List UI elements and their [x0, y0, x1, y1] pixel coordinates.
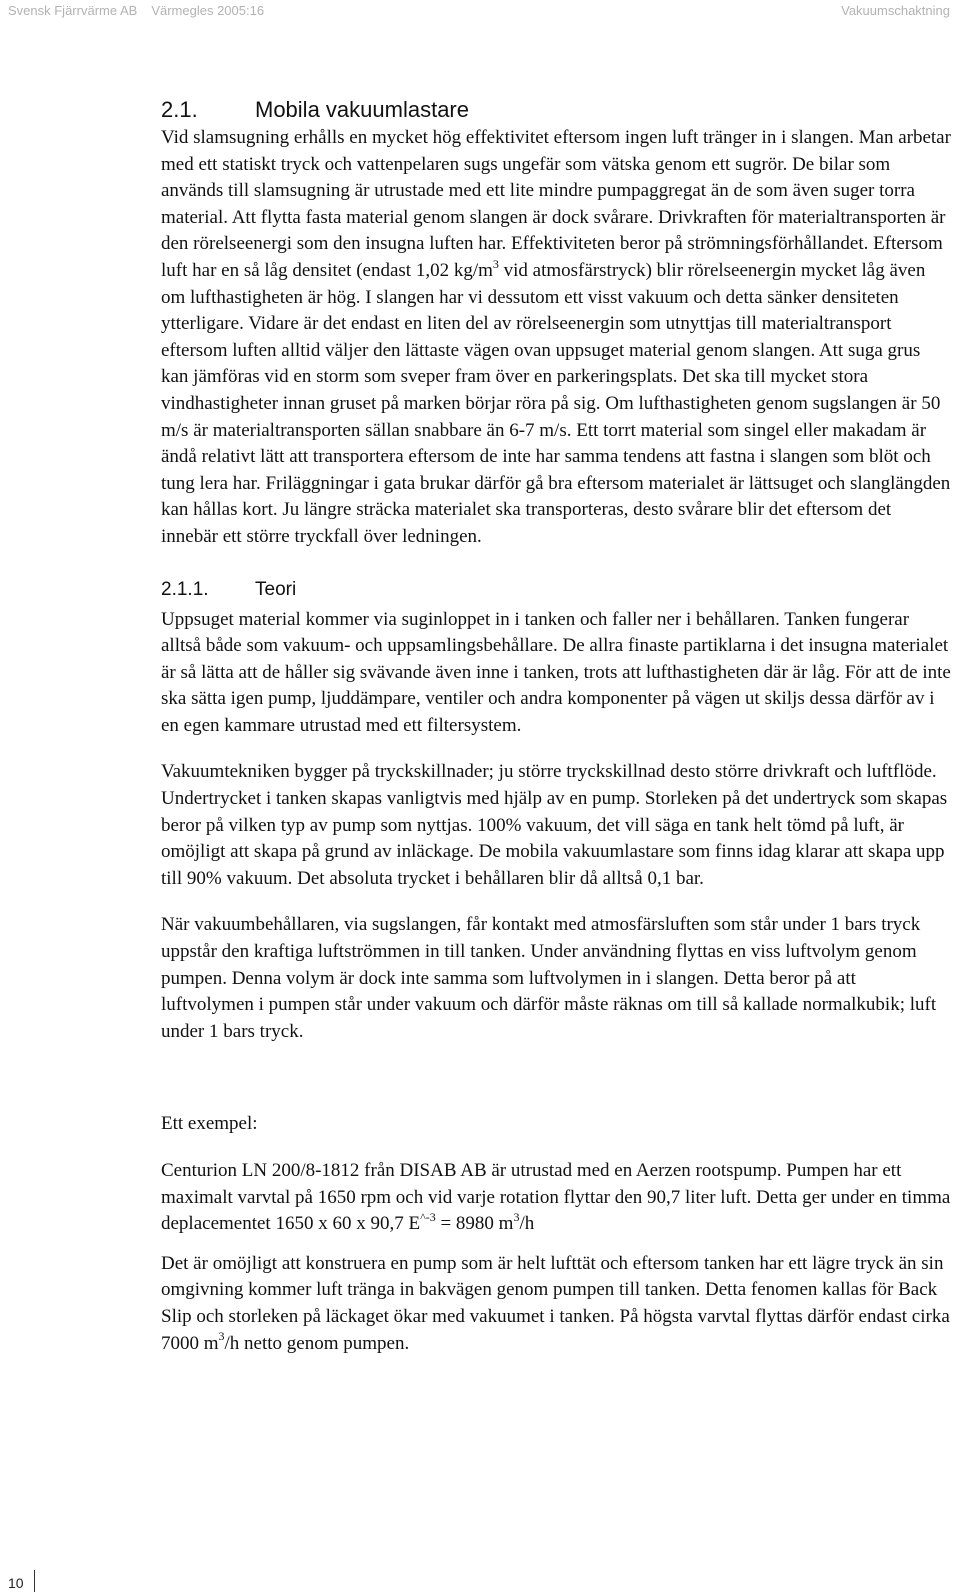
page-body — [161, 95, 951, 1357]
page-footer — [0, 1565, 960, 1595]
section-paragraph: Vid slamsugning erhålls en mycket hög effektivitet eftersom ingen luft tränger in i slangen. Man arbetar med ett statiskt tryck och vattenpelaren sugs ungefär som vätska genom ett sugrör. De bilar som används till slamsugning är utrustade med ett lite mindre pumpaggregat än de som även suger torra material. Att flytta fasta material genom slangen är dock svårare. Drivkraften för materialtransporten är den rörelseenergi som den insugna luften har. Effektiviteten beror på strömningsförhållandet. Eftersom luft har en så låg densitet (endast 1,02 $kg/m^3$ vid atmosfärstryck) blir rörelseenergin mycket låg även om lufthastigheten är hög. I slangen har vi dessutom ett visst vakuum och detta sänker densiteten ytterligare. Vidare är det endast en liten del av rörelseenergin som utnyttjas till materialtransport eftersom luften alltid väljer den lättaste vägen ovan uppsuget material genom slangen. Att suga grus kan jämföras vid en storm som sveper fram över en parkeringsplats. Det ska till mycket stora vindhastigheter innan gruset på marken börjar röra på sig. Om lufthastigheten genom sugslangen är 50 m/s är materialtransporten sällan snabbare än 6-7 m/s. Ett torrt material som singel eller makadam är ändå relativt lätt att transportera eftersom de inte har samma tendens att fastna i slangen som blöt och tung lera har. Friläggningar i gata brukar därför gå bra eftersom materialet är lättsuget och slanglängden kan hållas kort. Ju längre sträcka materialet ska transporteras, desto svårare blir det eftersom det innebär ett större tryckfall över ledningen. — [161, 127, 951, 547]
page-number: 10 — [8, 1575, 24, 1591]
e-exponent: ^-3 — [420, 1209, 436, 1224]
density-exponent: 3 — [492, 256, 499, 271]
theory-paragraph-2: Vakuumtekniken bygger på tryckskillnader; ju större tryckskillnad desto större drivkraft och luftflöde. Undertrycket i tanken skapas vanligtvis med hjälp av en pump. Storleken på det undertryck som skapas beror på vilken typ av pump som nyttjas. 100% vakuum, det vill säga en tank helt tömd på luft, är omöjligt att skapa på grund av inläckage. De mobila vakuumlastare som finns idag klarar att skapa upp till 90% vakuum. Det absoluta trycket i behållaren blir då alltså 0,1 bar. — [161, 761, 948, 889]
header-company: Svensk Fjärrvärme AB — [8, 3, 138, 18]
footer-divider — [34, 1570, 35, 1592]
unit-exponent: 3 — [513, 1209, 520, 1224]
section-title: Mobila vakuumlastare — [255, 97, 469, 122]
subsection-title: Teori — [255, 578, 297, 600]
running-header — [0, 0, 960, 24]
subsection-heading — [161, 577, 951, 603]
example-heading: Ett exempel: — [161, 1113, 258, 1135]
theory-paragraph-3: När vakuumbehållaren, via sugslangen, får kontakt med atmosfärsluften som står under 1 bars tryck uppstår den kraftiga luftströmmen in till tanken. Under användning flyttas en viss luftvolym genom pumpen. Denna volym är dock inte samma som luftvolymen in i slangen. Detta beror på att luftvolymen i pumpen står under vakuum och därför måste räknas om till så kallade normalkubik; luft under 1 bars tryck. — [161, 914, 937, 1042]
running-header-left — [8, 3, 264, 18]
header-report: Värmegles 2005:16 — [151, 3, 265, 18]
example-paragraph: Centurion LN 200/8-1812 från DISAB AB är utrustad med en Aerzen rootspump. Pumpen har ett maximalt varvtal på 1650 rpm och vid varje rotation flyttar den 90,7 liter luft. Detta ger under en timma deplacementet 1650 x 60 x 90,7 $E^{\^{}-3} = 8980$ $m^3/h$ — [161, 1160, 951, 1235]
subsection-number: 2.1.1. — [161, 578, 209, 600]
theory-paragraph-1: Uppsuget material kommer via suginloppet in i tanken och faller ner i behållaren. Tanken fungerar alltså både som vakuum- och uppsamlingsbehållare. De allra finaste partiklarna i det insugna materialet är så lätta att de håller sig svävande även inne i tanken, trots att lufthastigheten där är låg. För att de inte ska sätta igen pump, ljuddämpare, ventiler och andra komponenter på vägen ut skiljs dessa därför av i en egen kammare utrustad med ett filtersystem. — [161, 608, 951, 736]
header-topic: Vakuumschaktning — [841, 3, 950, 18]
section-number: 2.1. — [161, 97, 198, 122]
backslip-paragraph: Det är omöjligt att konstruera en pump som är helt lufttät och eftersom tanken har ett lägre tryck än sin omgivning kommer luft tränga in bakvägen genom pumpen till tanken. Detta fenomen kallas för Back Slip och storleken på läckaget ökar med vakuumet i tanken. På högsta varvtal flyttas därför endast cirka 7000 $m^3/h$ netto genom pumpen. — [161, 1252, 950, 1354]
section-heading — [161, 95, 951, 125]
closing-exponent: 3 — [218, 1329, 225, 1344]
